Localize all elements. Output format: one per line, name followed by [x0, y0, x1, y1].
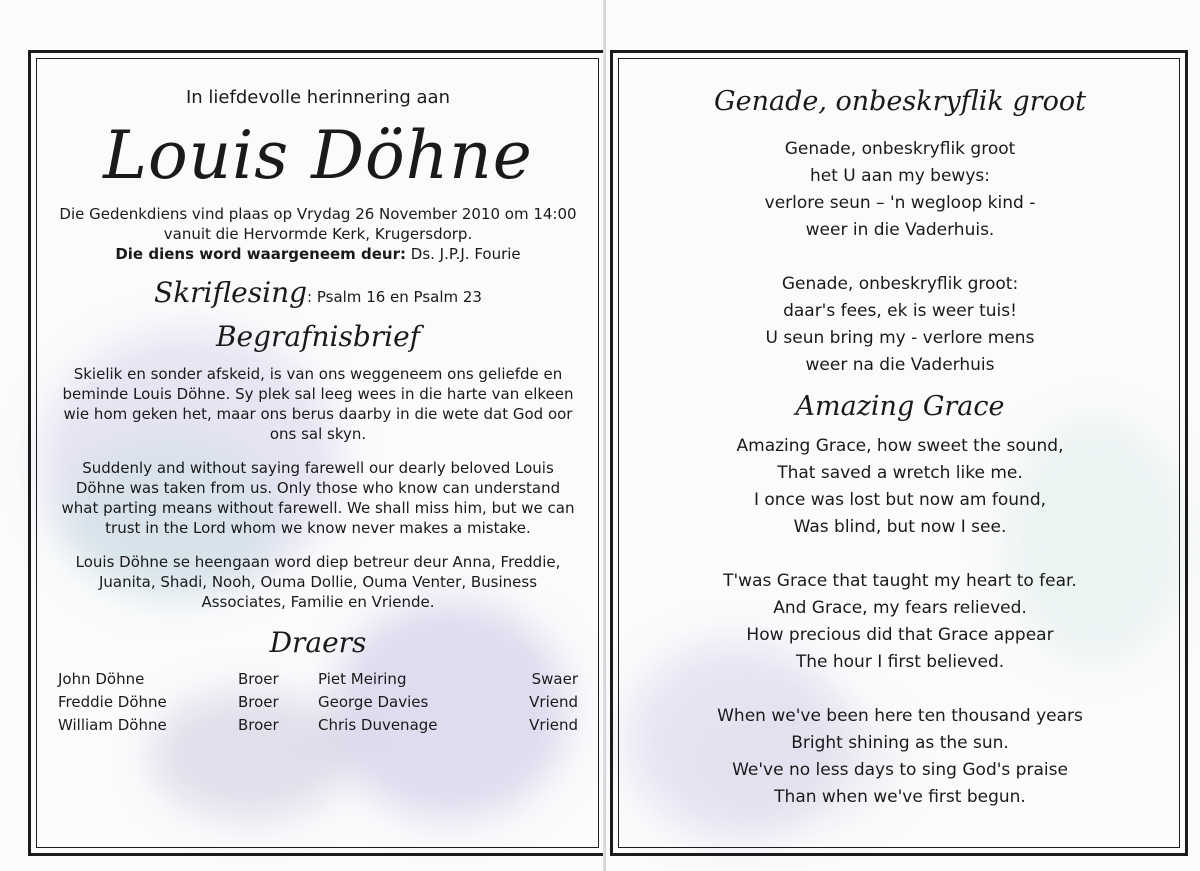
letter-paragraph: Suddenly and without saying farewell our dearly beloved Louis Döhne was taken from us. Only those who know can understand what parting means without farewell. We shall miss him, but we can trust in the Lord whom we know never makes a mistake. — [61, 459, 575, 537]
hymn2-verse — [622, 433, 1178, 541]
officiant-name: Ds. J.P.J. Fourie — [406, 245, 521, 263]
reading-text: : Psalm 16 en Psalm 23 — [307, 288, 482, 306]
hymn2-verse — [622, 703, 1178, 811]
pallbearer-name: Piet Meiring — [318, 670, 407, 688]
verse-line: Bright shining as the sun. — [791, 733, 1009, 753]
pallbearer-name: William Döhne — [58, 716, 167, 734]
reading-title: Skriflesing — [154, 276, 308, 309]
deceased-name: Louis Döhne — [103, 117, 533, 194]
pallbearer-name: Freddie Döhne — [58, 693, 167, 711]
verse-line: weer in die Vaderhuis. — [805, 220, 995, 240]
pallbearer-row — [58, 714, 578, 737]
pallbearer-row — [58, 668, 578, 691]
scripture-reading — [40, 276, 596, 310]
verse-line: Amazing Grace, how sweet the sound, — [736, 436, 1064, 456]
hymn2-title: Amazing Grace — [795, 391, 1005, 422]
verse-line: And Grace, my fears relieved. — [773, 598, 1027, 618]
pallbearers-list — [58, 668, 578, 737]
pallbearer-relation: Vriend — [529, 716, 578, 734]
pallbearer-name: John Döhne — [58, 670, 145, 688]
hymn-content — [622, 84, 1178, 838]
memorial-content — [40, 86, 596, 737]
service-line: vanuit die Hervormde Kerk, Krugersdorp. — [163, 225, 473, 243]
hymn1-title: Genade, onbeskryflik groot — [714, 86, 1086, 117]
pallbearer-relation: Broer — [238, 670, 279, 688]
intro-line: In liefdevolle herinnering aan — [185, 87, 450, 108]
letter-title: Begrafnisbrief — [215, 320, 421, 353]
letter-paragraph: Skielik en sonder afskeid, is van ons weggeneem ons geliefde en beminde Louis Döhne. Sy plek sal leeg wees in die harte van elkeen wie hom geken het, maar ons berus daarby in die wete dat God oor ons sal skyn. — [62, 365, 574, 443]
service-details — [40, 204, 596, 264]
verse-line: Was blind, but now I see. — [793, 517, 1007, 537]
officiant-line — [40, 244, 596, 264]
verse-line: When we've been here ten thousand years — [717, 706, 1083, 726]
verse-line: That saved a wretch like me. — [777, 463, 1023, 483]
right-page — [606, 0, 1200, 871]
pallbearer-name: Chris Duvenage — [318, 716, 438, 734]
verse-line: How precious did that Grace appear — [746, 625, 1054, 645]
verse-line: Genade, onbeskryflik groot — [784, 139, 1016, 159]
verse-line: het U aan my bewys: — [810, 166, 990, 186]
verse-line: We've no less days to sing God's praise — [732, 760, 1068, 780]
verse-line: The hour I first believed. — [795, 652, 1005, 672]
hymn2-verse — [622, 568, 1178, 676]
verse-line: T'was Grace that taught my heart to fear. — [723, 571, 1077, 591]
verse-line: I once was lost but now am found, — [753, 490, 1047, 510]
verse-line: verlore seun – 'n wegloop kind - — [764, 193, 1036, 213]
pallbearers-title: Draers — [269, 626, 367, 659]
letter-paragraph: Louis Döhne se heengaan word diep betreur deur Anna, Freddie, Juanita, Shadi, Nooh, Ouma Dollie, Ouma Venter, Business Associates, Familie en Vriende. — [75, 553, 561, 611]
verse-line: weer na die Vaderhuis — [805, 355, 995, 375]
pallbearer-relation: Broer — [238, 716, 279, 734]
verse-line: Than when we've first begun. — [774, 787, 1026, 807]
pallbearer-relation: Swaer — [531, 670, 578, 688]
officiant-label: Die diens word waargeneem deur: — [115, 245, 407, 263]
hymn1-verse — [622, 136, 1178, 244]
pallbearer-row — [58, 691, 578, 714]
verse-line: U seun bring my - verlore mens — [765, 328, 1035, 348]
verse-line: daar's fees, ek is weer tuis! — [783, 301, 1017, 321]
letter-body — [58, 364, 578, 612]
hymn1-verse — [622, 271, 1178, 379]
pallbearer-name: George Davies — [318, 693, 429, 711]
pallbearer-relation: Broer — [238, 693, 279, 711]
service-line: Die Gedenkdiens vind plaas op Vrydag 26 November 2010 om 14:00 — [59, 205, 577, 223]
pallbearer-relation: Vriend — [529, 693, 578, 711]
verse-line: Genade, onbeskryflik groot: — [781, 274, 1019, 294]
